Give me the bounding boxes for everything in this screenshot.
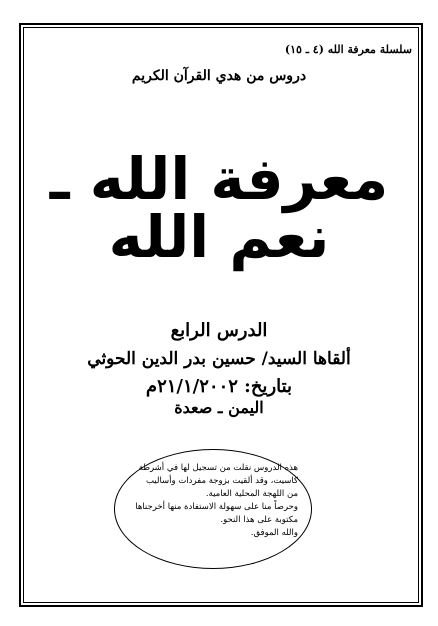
speaker-line: ألقاها السيد/ حسين بدر الدين الحوثي — [87, 349, 351, 369]
transcription-note — [130, 462, 298, 540]
subtitle: دروس من هدي القرآن الكريم — [131, 68, 307, 84]
date-line: بتاريخ: ٢١/١/٢٠٠٢م — [145, 376, 293, 397]
page-title: معرفة الله ـ نعم الله — [49, 145, 389, 271]
note-line: والله الموفق. — [250, 528, 298, 538]
note-line: هذه الدروس نقلت من تسجيل لها في أشرطة — [138, 463, 298, 473]
place-line: اليمن ـ صعدة — [174, 398, 264, 417]
note-line: كاسيت، وقد ألقيت بزوجة مفردات وأساليب — [145, 476, 298, 486]
note-line: وحرصاً منا على سهولة الاستفادة منها أخرجناها — [135, 502, 298, 512]
note-line: من اللهجة المحلية العامية. — [205, 489, 298, 499]
note-line: مكتوبة على هذا النحو. — [220, 515, 298, 525]
lesson-number: الدرس الرابع — [170, 320, 268, 341]
series-label: سلسلة معرفة الله (٤ ـ ١٥) — [284, 43, 412, 56]
